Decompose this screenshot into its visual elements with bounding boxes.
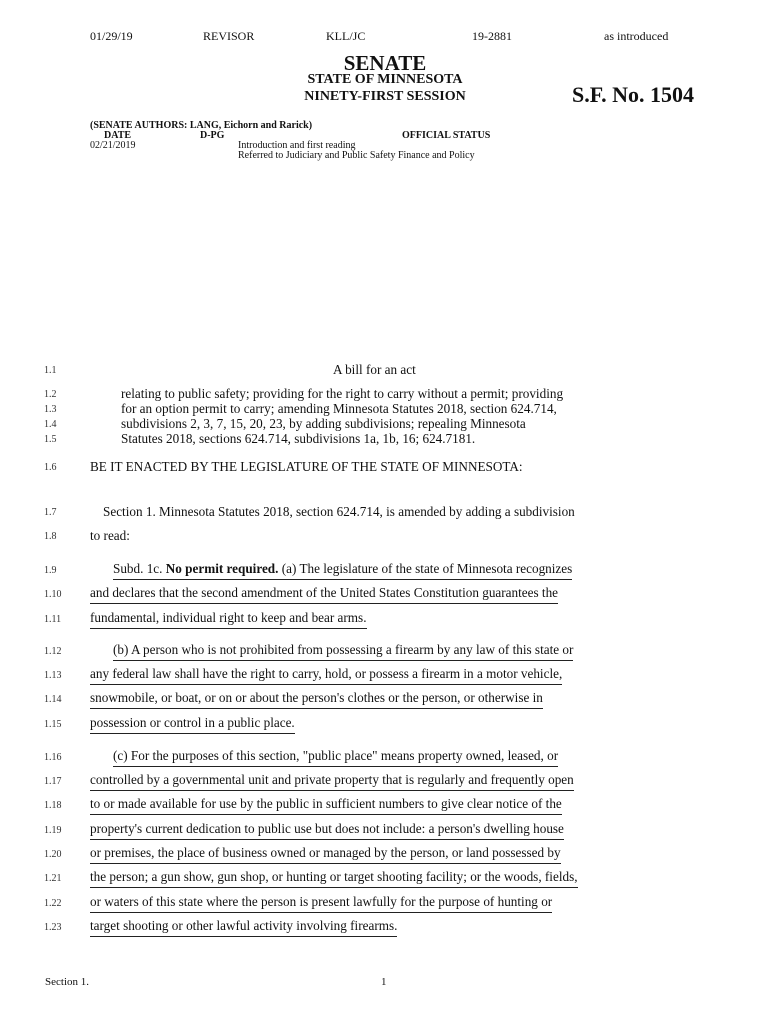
new-text-line: or premises, the place of business owned or managed by the person, or land possessed by (90, 845, 561, 864)
session-title: NINETY-FIRST SESSION (304, 89, 466, 104)
line-number: 1.9 (44, 565, 57, 576)
header-status: as introduced (604, 29, 669, 43)
status-row-date: 02/21/2019 (90, 140, 136, 151)
line-number: 1.21 (44, 873, 62, 884)
new-text-line: snowmobile, or boat, or on or about the person's clothes or the person, or otherwise in (90, 690, 543, 709)
state-title: STATE OF MINNESOTA (307, 72, 463, 87)
bill-description-line: for an option permit to carry; amending Minnesota Statutes 2018, section 624.714, (121, 401, 557, 416)
line-number: 1.11 (44, 614, 62, 625)
new-text-line: or waters of this state where the person is present lawfully for the purpose of hunting or (90, 894, 552, 913)
file-number: S.F. No. 1504 (572, 82, 695, 107)
line-number: 1.13 (44, 670, 62, 681)
new-text-line: any federal law shall have the right to carry, hold, or possess a firearm in a motor vehicle, (90, 666, 562, 685)
status-row-action-1: Introduction and first reading (238, 140, 356, 151)
line-number: 1.19 (44, 825, 62, 836)
new-text-line: possession or control in a public place. (90, 715, 295, 734)
chamber-title: SENATE (343, 51, 427, 75)
new-text-line: (c) For the purposes of this section, "public place" means property owned, leased, or (113, 748, 558, 767)
bill-description-line: relating to public safety; providing for the right to carry without a permit; providing (121, 386, 564, 401)
section-text-line: to read: (90, 528, 130, 543)
line-number: 1.16 (44, 752, 62, 763)
header-doc-number: 19-2881 (472, 29, 512, 43)
bill-description-line: subdivisions 2, 3, 7, 15, 20, 23, by adding subdivisions; repealing Minnesota (121, 416, 526, 431)
status-col-date: DATE (104, 130, 132, 141)
line-number: 1.12 (44, 646, 62, 657)
new-text-line: (b) A person who is not prohibited from possessing a firearm by any law of this state or (113, 642, 573, 661)
status-row-action-2: Referred to Judiciary and Public Safety Finance and Policy (238, 150, 475, 161)
line-number: 1.17 (44, 776, 62, 787)
line-number: 1.3 (44, 404, 57, 415)
section-heading: Section 1. Minnesota Statutes 2018, section 624.714, is amended by adding a subdivision (103, 504, 575, 519)
line-number: 1.23 (44, 922, 62, 933)
page-number: 1 (381, 976, 387, 988)
new-text-line: target shooting or other lawful activity involving firearms. (90, 918, 397, 937)
new-text-line: to or made available for use by the public in sufficient numbers to give clear notice of the (90, 796, 562, 815)
bill-title: A bill for an act (333, 362, 416, 377)
line-number: 1.6 (44, 462, 57, 473)
line-number: 1.20 (44, 849, 62, 860)
line-number: 1.18 (44, 800, 62, 811)
new-text-line: property's current dedication to public use but does not include: a person's dwelling house (90, 821, 564, 840)
new-text-line: the person; a gun show, gun shop, or hunting or target shooting facility; or the woods, fields, (90, 869, 578, 888)
line-number: 1.7 (44, 507, 57, 518)
line-number: 1.4 (44, 419, 57, 430)
subdivision-text: (a) The legislature of the state of Minnesota recognizes (278, 561, 573, 576)
line-number: 1.14 (44, 694, 62, 705)
enacting-clause: BE IT ENACTED BY THE LEGISLATURE OF THE STATE OF MINNESOTA: (90, 459, 523, 474)
subdivision-title: No permit required. (165, 561, 279, 576)
line-number: 1.22 (44, 898, 62, 909)
line-number: 1.15 (44, 719, 62, 730)
authors: (SENATE AUTHORS: LANG, Eichorn and Rarick) (90, 120, 313, 131)
status-col-dpg: D-PG (200, 130, 225, 141)
line-number: 1.2 (44, 389, 57, 400)
new-text-line: controlled by a governmental unit and private property that is regularly and frequently open (90, 772, 574, 791)
line-number: 1.1 (44, 365, 57, 376)
bill-description-line: Statutes 2018, sections 624.714, subdivisions 1a, 1b, 16; 624.7181. (121, 431, 476, 446)
subdivision-heading-line (113, 561, 572, 580)
header-revisor: REVISOR (203, 29, 255, 43)
new-text-line: and declares that the second amendment of the United States Constitution guarantees the (90, 585, 558, 604)
header-date: 01/29/19 (90, 29, 133, 43)
subdivision-number: Subd. 1c. (113, 561, 166, 576)
new-text-line: fundamental, individual right to keep and bear arms. (90, 610, 367, 629)
footer-section: Section 1. (45, 976, 89, 988)
line-number: 1.5 (44, 434, 57, 445)
line-number: 1.8 (44, 531, 57, 542)
status-col-official: OFFICIAL STATUS (402, 130, 491, 141)
header-initials: KLL/JC (326, 29, 366, 43)
line-number: 1.10 (44, 589, 62, 600)
